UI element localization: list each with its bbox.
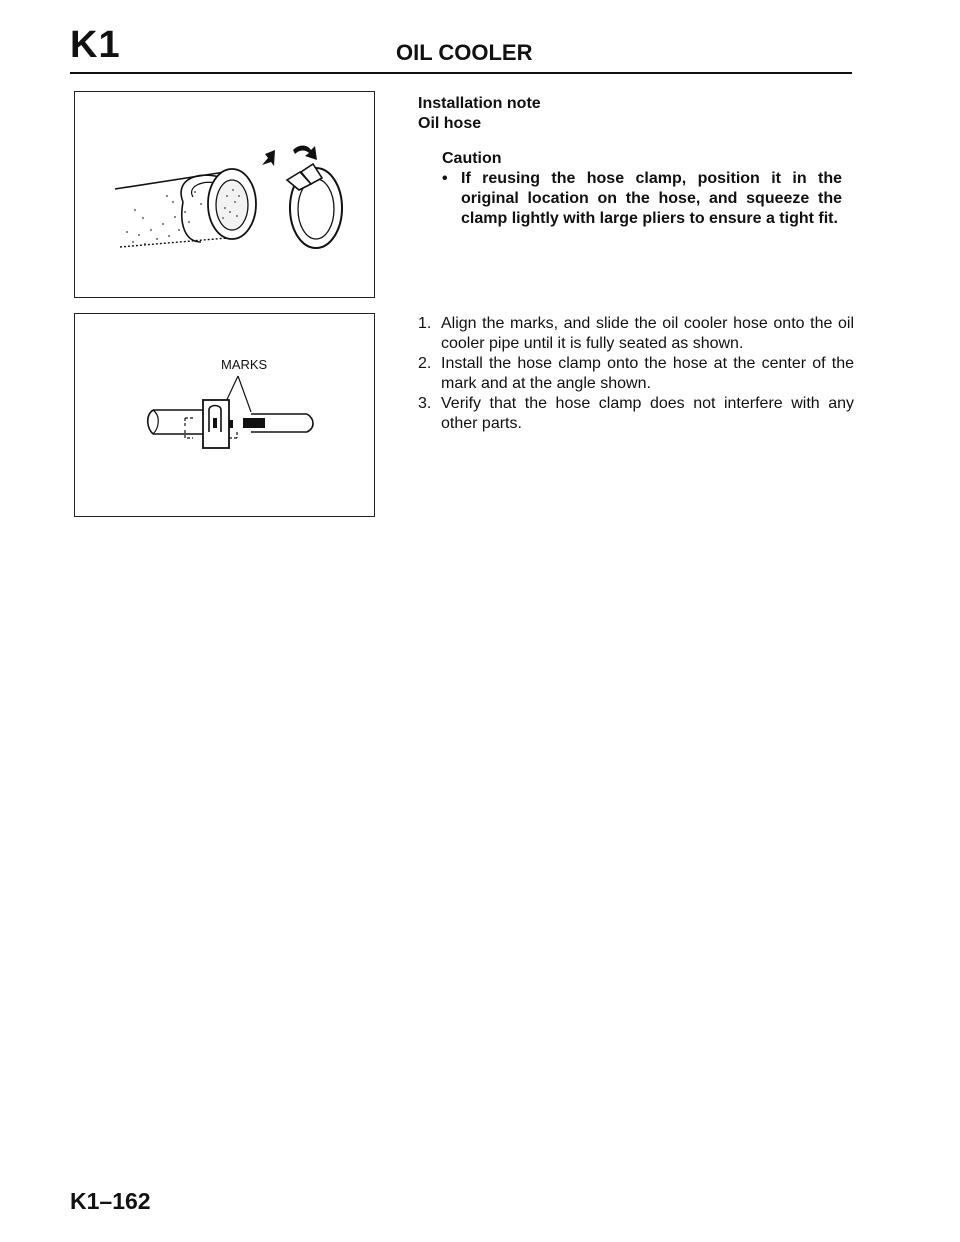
procedure-step	[418, 394, 854, 434]
step-text: Install the hose clamp onto the hose at the center of the mark and at the angle shown.	[441, 355, 854, 392]
marks-label: MARKS	[221, 357, 268, 372]
figure-hose-clamp	[74, 91, 375, 298]
heading-installation-note: Installation note	[418, 95, 541, 112]
caution-item	[442, 169, 842, 229]
hose-clamp-illustration	[75, 92, 373, 296]
step-text: Align the marks, and slide the oil cooler hose onto the oil cooler pipe until it is fully seated as shown.	[441, 315, 854, 352]
step-number: 2.	[418, 355, 432, 372]
heading-oil-hose: Oil hose	[418, 115, 482, 132]
step-number: 1.	[418, 315, 432, 332]
marks-illustration	[75, 314, 373, 515]
page-number: K1–162	[70, 1188, 151, 1214]
figure-marks-alignment	[74, 313, 375, 517]
caution-block	[442, 149, 842, 229]
header-divider	[70, 72, 852, 74]
procedure-step	[418, 354, 854, 394]
caution-title: Caution	[442, 150, 502, 167]
installation-note-heading	[418, 94, 854, 134]
bullet-icon: •	[442, 170, 448, 187]
page-title: OIL COOLER	[396, 40, 533, 65]
step-number: 3.	[418, 395, 432, 412]
section-code: K1	[70, 24, 121, 66]
step-text: Verify that the hose clamp does not interfere with any other parts.	[441, 395, 854, 432]
procedure-step	[418, 314, 854, 354]
procedure-steps	[418, 314, 854, 434]
caution-text: If reusing the hose clamp, position it in the original location on the hose, and squeeze the clamp lightly with large pliers to ensure a tight fit.	[461, 170, 842, 227]
